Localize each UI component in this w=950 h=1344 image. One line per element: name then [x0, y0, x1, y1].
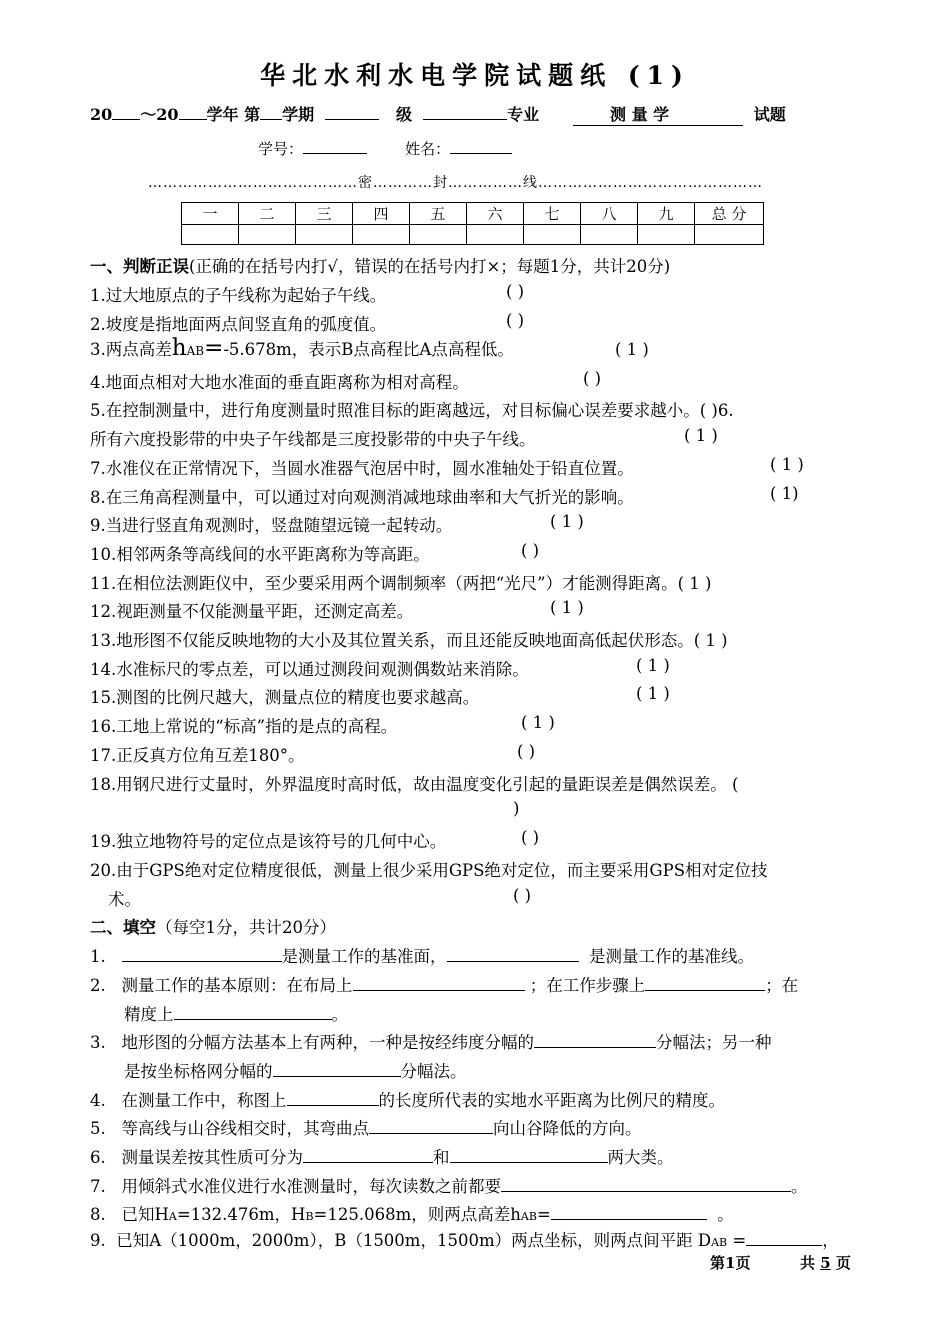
fill-1-text-a: 是测量工作的基准面，: [281, 947, 447, 966]
tf-question-20: 20.由于GPS绝对定位精度很低，测量上很少采用GPS绝对定位，而主要采用GPS相对定位技: [90, 861, 768, 880]
tf-answer-18[interactable]: ): [513, 799, 520, 818]
semester-blank: [260, 105, 282, 120]
tf-question-16-text: 16.工地上常说的“标高”指的是点的高程。: [90, 717, 398, 736]
tf-question-1: [90, 282, 386, 306]
tf-question-20-cont: 术。: [108, 890, 141, 909]
fill-6-blank-b[interactable]: [450, 1146, 608, 1163]
fill-8-blank[interactable]: [551, 1203, 707, 1220]
fill-2-blank-b[interactable]: [645, 974, 765, 991]
fill-7-text-a: 用倾斜式水准仪进行水准测量时，每次读数之前都要: [121, 1177, 501, 1196]
student-name-blank: [450, 139, 512, 154]
tf-question-9-text: 9.当进行竖直角观测时，竖盘随望远镜一起转动。: [90, 516, 453, 535]
tf-question-1-text: 1.过大地原点的子午线称为起始子午线。: [90, 286, 387, 305]
fill-9-number: 9.: [90, 1231, 106, 1250]
fill-2-text-e: 。: [331, 1005, 348, 1024]
score-col-2: 二: [239, 203, 296, 225]
tf-question-4: [90, 369, 469, 393]
fill-8-sub-ab: AB: [520, 1210, 537, 1223]
fill-2-blank-c[interactable]: [174, 1003, 332, 1020]
equals-sign: =: [204, 335, 224, 361]
tf-question-8-text: 8.在三角高程测量中，可以通过对向观测消减地球曲率和大气折光的影响。: [90, 488, 634, 507]
tf-question-3: [90, 335, 514, 361]
tf-question-15-text: 15.测图的比例尺越大，测量点位的精度也要求越高。: [90, 688, 480, 707]
student-info: [258, 138, 512, 159]
fill-question-1: [90, 943, 754, 967]
fill-3-number: 3.: [90, 1033, 106, 1052]
fill-9-text-c: ，: [822, 1231, 839, 1250]
fill-2-text-b: ；在工作步骤上: [529, 976, 646, 995]
fill-question-4: [90, 1087, 725, 1111]
fill-8-number: 8.: [90, 1205, 106, 1224]
fill-2-text-d: 精度上: [124, 1005, 174, 1024]
school-year-label: 学年 第: [206, 105, 261, 124]
fill-3-text-d: 分幅法。: [400, 1062, 467, 1081]
fill-8-text-a: 已知H: [121, 1205, 169, 1224]
fill-9-text-b: =: [732, 1231, 747, 1250]
tf-answer-1[interactable]: ( ): [506, 282, 525, 301]
fill-8-text-d: =: [536, 1205, 551, 1224]
tf-question-18: 18.用钢尺进行丈量时，外界温度时高时低，故由温度变化引起的量距误差是偶然误差。 (: [90, 775, 739, 794]
section2-title: 二、填空: [90, 918, 156, 937]
score-cell[interactable]: [353, 225, 410, 245]
tf-question-2-text: 2.坡度是指地面两点间竖直角的弧度值。: [90, 315, 387, 334]
major-blank: [423, 105, 507, 120]
fill-6-text-b: 和: [433, 1148, 450, 1167]
year-start: 20: [90, 105, 113, 124]
fill-6-number: 6.: [90, 1148, 106, 1167]
tf-question-6-text: 所有六度投影带的中央子午线都是三度投影带的中央子午线。: [90, 430, 536, 449]
fill-1-blank-b[interactable]: [447, 945, 579, 962]
exam-header: [90, 102, 786, 126]
fill-2-number: 2.: [90, 976, 106, 995]
tf-question-4-text: 4.地面点相对大地水准面的垂直距离称为相对高程。: [90, 373, 469, 392]
major-label: 专业: [507, 105, 540, 124]
tf-question-3-prefix: 3.两点高差: [90, 340, 172, 359]
fill-3-blank-b[interactable]: [273, 1060, 401, 1077]
fill-3-blank-a[interactable]: [534, 1031, 656, 1048]
year-blank-2: [179, 105, 207, 120]
student-id-blank: [303, 139, 367, 154]
tf-question-7: [90, 455, 634, 479]
tf-answer-20[interactable]: ( ): [513, 886, 532, 905]
score-col-5: 五: [410, 203, 467, 225]
score-col-4: 四: [353, 203, 410, 225]
section1-instructions: (正确的在括号内打√，错误的在括号内打×；每题1分，共计20分): [189, 257, 671, 276]
tf-question-8: [90, 484, 634, 508]
score-cell[interactable]: [581, 225, 638, 245]
fill-1-text-b: 是测量工作的基准线。: [589, 947, 754, 966]
fill-5-text-b: 向山谷降低的方向。: [493, 1119, 642, 1138]
fill-question-9: [90, 1227, 839, 1251]
fill-8-text-b: =132.476m，H: [176, 1205, 306, 1224]
fill-question-6: [90, 1144, 674, 1168]
tf-question-11: 11.在相位法测距仪中，至少要采用两个调制频率（两把“光尺”）才能测得距离。( 1 ): [90, 574, 712, 593]
year-sep: ～20: [140, 105, 179, 124]
score-header-row: [182, 203, 764, 225]
height-symbol: h: [171, 335, 187, 361]
fill-7-blank[interactable]: [501, 1175, 791, 1192]
fill-2-blank-a[interactable]: [353, 974, 525, 991]
year-blank-1: [112, 105, 140, 120]
tf-question-14: [90, 656, 529, 680]
fill-question-2-cont: [124, 1001, 348, 1025]
tf-question-10: [90, 541, 430, 565]
fill-4-number: 4.: [90, 1091, 106, 1110]
score-cell[interactable]: [239, 225, 296, 245]
tf-answer-2[interactable]: ( ): [506, 311, 525, 330]
tf-question-13: 13.地形图不仅能反映地物的大小及其位置关系，而且还能反映地面高低起伏形态。( 1 ): [90, 631, 728, 650]
score-value-row: [182, 225, 764, 245]
seal-line: ……………………………………密…………封……………线………………………………………: [148, 175, 763, 191]
fill-question-8: [90, 1201, 734, 1225]
tf-question-5: 5.在控制测量中，进行角度测量时照准目标的距离越远，对目标偏心误差要求越小。( )6.: [90, 401, 734, 420]
fill-question-2: [90, 972, 798, 996]
fill-9-sub-ab: AB: [711, 1236, 728, 1249]
score-col-total: 总 分: [695, 203, 764, 225]
tf-question-16: [90, 713, 397, 737]
tf-question-14-text: 14.水准标尺的零点差，可以通过测段间观测偶数站来消除。: [90, 660, 529, 679]
fill-3-text-a: 地形图的分幅方法基本上有两种，一种是按经纬度分幅的: [121, 1033, 534, 1052]
tf-answer-19[interactable]: ( ): [521, 828, 540, 847]
tf-question-6: [90, 426, 536, 450]
tf-question-12-text: 12.视距测量不仅能测量平距，还测定高差。: [90, 602, 414, 621]
tf-answer-6[interactable]: ( 1 ): [684, 426, 718, 445]
fill-4-text-a: 在测量工作中，称图上: [121, 1091, 287, 1110]
fill-4-text-b: 的长度所代表的实地水平距离为比例尺的精度。: [378, 1091, 725, 1110]
tf-question-12: [90, 598, 413, 622]
page-current: 1: [725, 1254, 736, 1272]
fill-5-text-a: 等高线与山谷线相交时，其弯曲点: [121, 1119, 369, 1138]
page-suffix: 页: [735, 1254, 751, 1272]
tf-question-17: [90, 742, 304, 766]
exam-title: 华北水利水电学院试题纸 (1): [260, 61, 690, 90]
score-table: [181, 202, 764, 245]
tf-answer-12[interactable]: ( 1 ): [550, 598, 584, 617]
tf-question-7-text: 7.水准仪在正常情况下，当圆水准器气泡居中时，圆水准轴处于铅直位置。: [90, 459, 634, 478]
fill-question-3-cont: [124, 1058, 467, 1082]
tf-answer-14[interactable]: ( 1 ): [636, 656, 670, 675]
score-col-9: 九: [638, 203, 695, 225]
fill-1-number: 1.: [90, 947, 106, 966]
student-id-label: 学号：: [258, 140, 304, 158]
tf-question-17-text: 17.正反真方位角互差180°。: [90, 746, 305, 765]
fill-2-text-a: 测量工作的基本原则：在布局上: [121, 976, 353, 995]
fill-3-text-c: 是按坐标格网分幅的: [124, 1062, 273, 1081]
page-total: [800, 1252, 851, 1273]
tf-answer-17[interactable]: ( ): [517, 742, 536, 761]
section2-instructions: （每空1分，共计20分）: [156, 918, 336, 937]
tf-answer-4[interactable]: ( ): [583, 369, 602, 388]
tf-answer-7[interactable]: ( 1 ): [770, 455, 804, 474]
tf-question-10-text: 10.相邻两条等高线间的水平距离称为等高距。: [90, 545, 430, 564]
fill-9-blank[interactable]: [746, 1229, 822, 1246]
tf-question-19: [90, 828, 446, 852]
fill-question-3: [90, 1029, 772, 1053]
fill-4-blank[interactable]: [287, 1089, 379, 1106]
page-prefix: 第: [710, 1254, 726, 1272]
score-col-7: 七: [524, 203, 581, 225]
fill-5-blank[interactable]: [369, 1117, 493, 1134]
fill-5-number: 5.: [90, 1119, 106, 1138]
student-name-label: 姓名：: [405, 140, 451, 158]
fill-1-blank-a[interactable]: [122, 945, 282, 962]
fill-7-text-b: 。: [791, 1177, 808, 1196]
score-cell[interactable]: [467, 225, 524, 245]
score-cell[interactable]: [695, 225, 764, 245]
tf-question-19-text: 19.独立地物符号的定位点是该符号的几何中心。: [90, 832, 447, 851]
tf-answer-10[interactable]: ( ): [521, 541, 540, 560]
tf-answer-16[interactable]: ( 1 ): [521, 713, 555, 732]
total-count: 5: [820, 1254, 831, 1272]
tf-answer-15[interactable]: ( 1 ): [636, 684, 670, 703]
fill-8-sub-a: A: [168, 1210, 177, 1223]
score-col-8: 八: [581, 203, 638, 225]
page-number: [710, 1252, 750, 1273]
score-cell[interactable]: [524, 225, 581, 245]
tf-question-2: [90, 311, 386, 335]
fill-question-7: [90, 1173, 808, 1197]
score-cell[interactable]: [182, 225, 239, 245]
fill-8-text-e: 。: [717, 1205, 734, 1224]
section1-heading: [90, 253, 670, 277]
exam-label: 试题: [753, 105, 786, 124]
total-suffix: 页: [835, 1254, 851, 1272]
fill-6-text-a: 测量误差按其性质可分为: [121, 1148, 303, 1167]
score-col-1: 一: [182, 203, 239, 225]
section2-heading: [90, 914, 336, 938]
fill-9-text-a: 已知A（1000m，2000m），B（1500m，1500m）两点坐标，则两点间平距 D: [116, 1231, 712, 1250]
tf-answer-9[interactable]: ( 1 ): [550, 512, 584, 531]
grade-blank: [325, 105, 379, 120]
height-subscript: AB: [186, 344, 205, 358]
fill-6-text-c: 两大类。: [607, 1148, 674, 1167]
score-col-3: 三: [296, 203, 353, 225]
semester-label: 学期: [282, 105, 315, 124]
fill-2-text-c: ；在: [765, 976, 799, 995]
fill-8-text-c: =125.068m，则两点高差h: [313, 1205, 521, 1224]
tf-question-9: [90, 512, 452, 536]
tf-question-3-suffix: -5.678m，表示B点高程比A点高程低。: [223, 340, 514, 359]
score-col-6: 六: [467, 203, 524, 225]
fill-3-text-b: 分幅法；另一种: [656, 1033, 772, 1052]
fill-question-5: [90, 1115, 642, 1139]
tf-answer-8[interactable]: ( 1): [770, 484, 799, 503]
fill-6-blank-a[interactable]: [303, 1146, 433, 1163]
fill-8-sub-b: B: [305, 1210, 314, 1223]
score-cell[interactable]: [296, 225, 353, 245]
score-cell[interactable]: [638, 225, 695, 245]
subject-name: 测 量 学: [573, 102, 743, 126]
grade-label: 级: [396, 105, 413, 124]
fill-7-number: 7.: [90, 1177, 106, 1196]
tf-answer-3[interactable]: ( 1 ): [615, 340, 649, 359]
tf-question-15: [90, 684, 479, 708]
section1-title: 一、判断正误: [90, 257, 189, 276]
score-cell[interactable]: [410, 225, 467, 245]
total-prefix: 共: [800, 1254, 816, 1272]
